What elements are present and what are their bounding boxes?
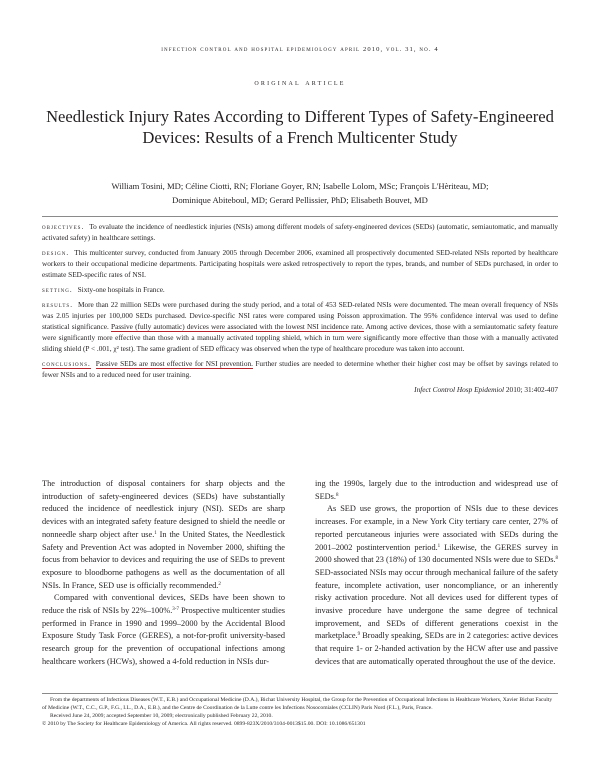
results-label: results. — [42, 301, 73, 310]
citation-journal: Infect Control Hosp Epidemiol — [414, 385, 505, 395]
results-text-1: More than 22 million SEDs were purchased during the study period, and a total of 453 SED-related NSIs were documented. The mean overall frequency of NSIs was 2.05 injuries per 100,000 SEDs purchased. Device-specific NSI rates were compared using Poisson approximation. The 95% confidence interval was used to define statistical significance. — [42, 300, 558, 332]
body-text: Compared with conventional devices, SEDs have been shown to reduce the risk of NSIs by 22%–100%. — [42, 593, 285, 616]
article-title: Needlestick Injury Rates According to Different Types of Safety-Engineered Devices: Results of a French Multicenter Study — [46, 107, 554, 147]
running-head: infection control and hospital epidemiology april 2010, vol. 31, no. 4 — [161, 46, 439, 53]
abstract-results — [42, 300, 558, 355]
citation-sup: 1 — [154, 530, 157, 536]
setting-label: setting. — [42, 286, 73, 295]
design-label: design. — [42, 249, 70, 258]
body-paragraph — [42, 478, 285, 592]
author-line-1: William Tosini, MD; Céline Ciotti, RN; Floriane Goyer, RN; Isabelle Lolom, MSc; François L'Hèriteau, MD; — [111, 181, 489, 191]
body-text: Prospective multicenter studies performed in France in 1990 and 1999–2000 by the Accidental Blood Exposure Study Task Force (GERES), a not-for-profit university-based research group for the prevention of occupational infections among healthcare workers (HCWs), showed a 4-fold reduction in NSIs dur- — [42, 606, 285, 666]
abstract-setting — [42, 285, 558, 296]
design-text: This multicenter survey, conducted from January 2005 through December 2006, examined all prospectively documented SED-related NSIs reported by healthcare workers to their occupational medicine departments. Participating hospitals were asked retrospectively to report the types, brands, and number of SEDs purchased, in order to estimate SED-specific rates of NSI. — [42, 248, 558, 279]
abstract — [42, 222, 558, 400]
body-column-left — [42, 478, 285, 669]
abstract-design — [42, 248, 558, 281]
author-line-2: Dominique Abiteboul, MD; Gerard Pellissier, PhD; Elisabeth Bouvet, MD — [172, 195, 428, 205]
body-text: The introduction of disposal containers for sharp objects and the introduction of safety-engineered devices (SEDs) have substantially reduced the incidence of needlestick injury (NSI). SEDs are sharp devices with an integrated safety feature designed to shield the needle or nonneedle sharp object after use. — [42, 479, 285, 539]
citation-ref: 2010; 31:402-407 — [505, 385, 558, 395]
body-column-right — [315, 478, 558, 669]
citation-sup: 1 — [437, 543, 441, 549]
abstract-citation — [42, 385, 558, 396]
abstract-conclusions — [42, 359, 558, 381]
body-text: SED-associated NSIs may occur through mechanical failure of the safety feature, incomplete activation, user noncompliance, or an inherently risky activation procedure. Not all devices used for different types of invasive procedure have undergone the same degree of technical improvement, and SEDs of different generations coexist in the marketplace. — [315, 567, 558, 641]
footnote-copyright: © 2010 by The Society for Healthcare Epidemiology of America. All rights reserved. 0899-823X/2010/3104-0013$15.00. DOI: 10.1086/651301 — [42, 721, 366, 728]
citation-sup: 9 — [357, 632, 361, 638]
citation-sup: 3-7 — [172, 607, 179, 613]
author-list — [40, 179, 560, 207]
body-text: Broadly speaking, SEDs are in 2 categories: active devices that require 1- or 2-handed activation by the HCW after use and passive devices that are automatically operated throughout the use of the device. — [315, 631, 558, 666]
body-paragraph — [315, 478, 558, 503]
body-text: As SED use grows, the proportion of NSIs due to these devices increases. For example, in a New York City tertiary care center, 27% of reported percutaneous injuries were associated with SEDs during the 2001–2002 postintervention period. — [315, 504, 558, 552]
objectives-text: To evaluate the incidence of needlestick injuries (NSIs) among different models of safety-engineered devices (SEDs) (automatic, semiautomatic, and manually activated safety) in healthcare settings. — [42, 222, 558, 242]
body-paragraph — [42, 592, 285, 668]
footnote-received: Received June 24, 2009; accepted September 10, 2009; electronically published February 22, 2010. — [50, 713, 273, 720]
body-text: ing the 1990s, largely due to the introduction and widespread use of SEDs. — [315, 479, 558, 501]
body-text: Likewise, the GERES survey in 2000 showed that 23 (18%) of 130 documented NSIs were due to SEDs. — [315, 542, 558, 565]
conclusions-label: conclusions. — [42, 360, 91, 369]
footnote-affiliations: From the departments of Infectious Diseases (W.T., E.B.) and Occupational Medicine (D.A.), Bichat University Hospital, the Group for the Prevention of Occupational Infections in Healthcare Workers, Xavier Bichat Faculty of Medicine (W.T., C.C., G.P., F.G., I.L., D.A., E.B.), and the Centre de Coordination de la Lutte contre les Infections Nosocomiales (CCLIN) Paris Nord (F.L.), Paris, France. — [42, 697, 553, 712]
abstract-top-divider — [42, 216, 558, 217]
setting-text: Sixty-one hospitals in France. — [77, 285, 165, 295]
conclusions-text: Further studies are needed to determine whether their higher cost may be offset by savings related to fewer NSIs and to a reduced need for user training. — [42, 359, 558, 380]
citation-sup: 2 — [218, 581, 221, 587]
section-label: original article — [254, 77, 346, 87]
abstract-objectives — [42, 222, 558, 244]
footnotes — [42, 696, 558, 728]
results-highlight: Passive (fully automatic) devices were associated with the lowest NSI incidence rate. — [111, 322, 364, 332]
results-text-2: Among active devices, those with a semiautomatic safety feature were significantly more effective than those with a manually activated toppling shield, which in turn were significantly more effective than those with a manually activated sliding shield (P < .001, χ² test). The same gradient of SED efficacy was observed when the type of healthcare procedure was taken into account. — [42, 322, 559, 353]
body-text: In the United States, the Needlestick Safety and Prevention Act was adopted in November 2000, shifting the focus from behavior to devices and requiring the use of SEDs to prevent exposure to bloodborne pathogens as well as the documentation of all NSIs. In France, SED use is officially recommended. — [42, 529, 285, 590]
body-paragraph — [315, 503, 558, 668]
footnote-divider — [42, 693, 558, 694]
citation-sup: 8 — [555, 556, 558, 562]
objectives-label: objectives. — [42, 223, 85, 231]
conclusions-highlight: Passive SEDs are most effective for NSI prevention. — [95, 359, 253, 369]
citation-sup: 8 — [335, 492, 339, 498]
